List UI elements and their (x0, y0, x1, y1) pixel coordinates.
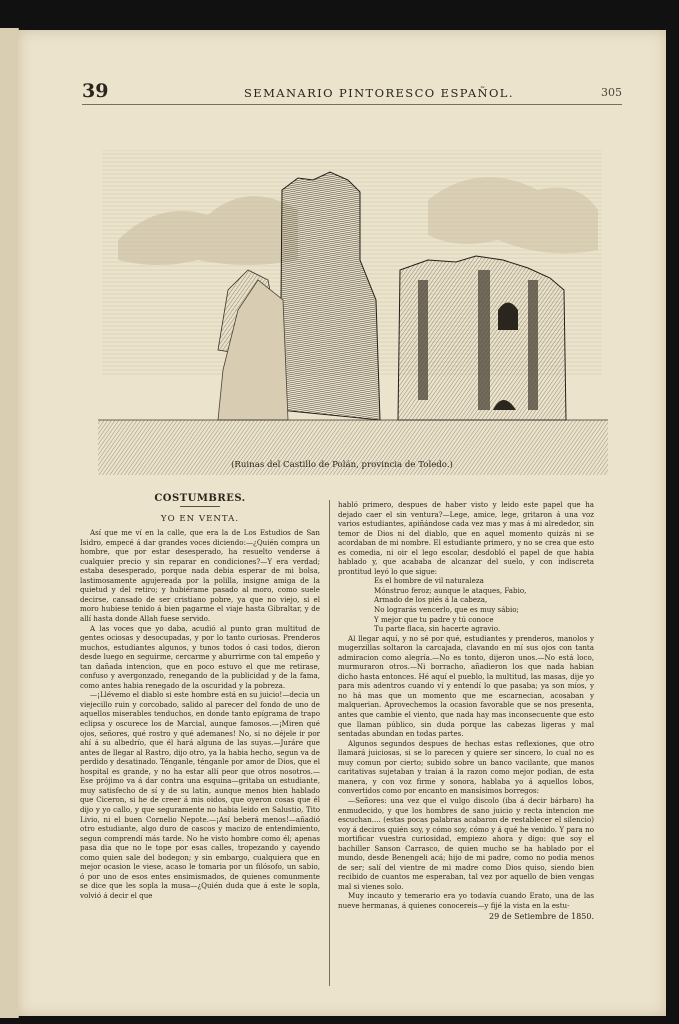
verse-line: Y mejor que tu padre y tú conoce (374, 614, 494, 624)
paragraph: Algunos segundos despues de hechas estas reflexiones, que otro llamará juiciosas, si se lo parecen y quiere ser sincero, lo cual no es muy comun por cierto; subido sobre un banco vacilante, que manos caritativas sujetaban y traian á la razon como mejor podian, de esta manera, y con voz firme y sonora, hablaba yo á aquellos lobos, convertidos como por encanto en mansísimos borregos: (338, 738, 594, 796)
page-number: 305 (601, 86, 622, 99)
verse-line: Es el hombre de vil naturaleza (374, 576, 484, 586)
paragraph: —Señores: una vez que el vulgo discolo (iba á decir bárbaro) ha enmudecido, y que los hombres de sano juicio y recta intencion me escuchan.... (estas pocas palabras acabaron de restablecer el silencio) voy á deciros quién soy, y cómo soy, cómo y á qué he venido. Y para no mortificar vuestra curiosidad, empiezo ahora y digo: que soy el bachiller Sanson Carrasco, de quien mucho se ha hablado por el mundo, desde Benengeli acá; hijo de mi padre, como no podia menos de ser; salí del vientre de mi madre como Dios quiso, siendo bien recibido de cuantos me esperaban, tal vez por aquello de bien vengas mal si vienes solo. (338, 795, 594, 891)
paragraph: A las voces que yo daba, acudió al punto gran multitud de gentes ociosas y desocupadas, y por lo tanto curiosas. Prenderos muchos, estudiantes algunos, y tunos todos ó casi todos, dieron desde luego en seguirme, cercarme y aburrirme con tal empeño y tan dañada intencion, que en poco estuvo el que me retirase, confuso y avergonzado, renegando de la publicidad y de la fama, como antes habia renegado de la oscuridad y la pobreza. (80, 623, 320, 690)
dateline: 29 de Setiembre de 1850. (489, 911, 594, 921)
illustration-caption: (Ruinas del Castillo de Polán, provincia de Toledo.) (231, 460, 453, 470)
verse-line: Mónstruo feroz; aunque le ataques, Fabio, (374, 585, 527, 595)
tower-buttress (418, 280, 428, 400)
tower-buttress (478, 270, 490, 410)
paragraph: —¡Llévemo el diablo si este hombre está en su juicio!—decia un viejecillo ruin y corcobado, salido al parecer del fondo de uno de aquellos miserables tenduchos, en donde tanto epígrama de trapo eclipsa y oscurece los de Marcial, aunque famosos.—¡Miren qué ojos, señores, qué rostro y qué ademanes! No, si no déjele ir por ahí á su albedrío, que él hará alguna de las suyas.—Juráre que antes de llegar al Rastro, dijo otro, ya la habia hecho, segun va de perdido y desatinado. Ténganle, ténganle por amor de Dios, que el hospital es grande, y no ha estar allí peor que otros nosotros.—Ese prójimo va á dar contra una esquina—gritaba un estudiante, muy satisfecho de sí y de su latin, aunque menos bien hablado que Ciceron, si he de creer á mis oidos, que oyeron cosas que él dijo y yo callo, y que seguramente no habia leido en Salustio, Tito Livio, ni el buen Cornelio Nepote.—¡Así beberá menos!—añadió otro estudiante, algo duro de cascos y macizo de entendimiento, segun comprendí más tarde. No he visto hombre como él; apenas pasa dia que no le tope por esas calles, tropezando y cayendo como quien sale del bodegon; y sin embargo, cualquiera que en mejor ocasion le viese, acaso le tomaria por un filósofo, un sabio, ó por uno de esos entes ensimismados, de quienes comunmente se dice que les sopla la musa—¿Quién duda que á este le sopla, volvió á decir el que (80, 690, 320, 900)
verse-line: Armado de los piés á la cabeza, (374, 595, 488, 605)
column-rule (329, 500, 330, 986)
verse-line: No lograrás vencerlo, que es muy sábio; (374, 605, 519, 615)
section-divider (180, 506, 220, 507)
paragraph: habló primero, despues de haber visto y leido este papel que ha dejado caer el sin ventura?—Lege, amice, lege, gritaron á una voz varios estudiantes, apiñándose cada vez mas y mas á mi alrededor, sin temor de Dios ni del diablo, que en aquel momento quizás ni se acordaban de mi nombre. El estudiante primero, y no se crea que esto es comedia, ni oir el lego escolar, desdobló el papel de que habia hablado y, que acababa de alcanzar del suelo, y con indiscreta prontitud leyó lo que sigue: (338, 500, 594, 576)
article-title: YO EN VENTA. (160, 513, 240, 524)
section-title: COSTUMBRES. (154, 493, 246, 504)
left-column (80, 492, 320, 900)
document-page (18, 30, 666, 1016)
arched-window (498, 303, 518, 331)
running-header (82, 80, 622, 105)
publication-title: SEMANARIO PINTORESCO ESPAÑOL. (244, 86, 514, 100)
paragraph: Muy incauto y temerario era yo todavía cuando Erato, una de las nueve hermanas, á quienes conocereis—y fijé la vista en la estu- (338, 891, 594, 910)
previous-page-edge (0, 28, 19, 1018)
verse-line: Tu parte flaca, sin hacerte agravio. (374, 624, 501, 634)
paragraph: Al llegar aquí, y no sé por qué, estudiantes y prenderos, manolos y mugerzillas soltaron la carcajada, clavando en mí sus ojos con tanta admiracion como alegría.—No es tonto, dijeron unos.—No está loco, murmuraron otros.—Ni borracho, añadieron los que nada habian dicho hasta entonces. Hé aquí el pueblo, la multitud, las masas, dije yo para mis adentros cuando ví y entendí lo que pasaba; ya son míos, y no há mas que un momento que me escarnecian, acosaban y malquerian. Aprovechemos la ocasion favorable que se nos presenta, antes que cambie el viento, que nada hay mas inconsecuente que esto que llaman público, sin duda porque las cabezas ligeras y mal sentadas abundan en todas partes. (338, 633, 594, 739)
paragraph: Así que me ví en la calle, que era la de Los Estudios de San Isidro, empecé á dar grandes voces diciendo:—¿Quién compra un hombre, que por estar desesperado, ha resuelto venderse á cualquier precio y sin reparar en condiciones?—Y era verdad; estaba desesperado, porque nada debia esperar de mi bolsa, lastimosamente agujereada por la polilla, insigne amiga de la quietud y del retiro; y hubiérame pasado al moro, como suele decirse, cansado de ser cristiano pobre, ya que no viejo, si el moro hubiese tenido á bien pagarme el viaje hasta Gibraltar, y de allí hasta donde Allah fuese servido. (80, 528, 320, 624)
issue-number: 39 (82, 80, 109, 102)
right-column (338, 500, 594, 921)
castle-ruins-engraving (98, 120, 608, 475)
tower-buttress (528, 280, 538, 410)
